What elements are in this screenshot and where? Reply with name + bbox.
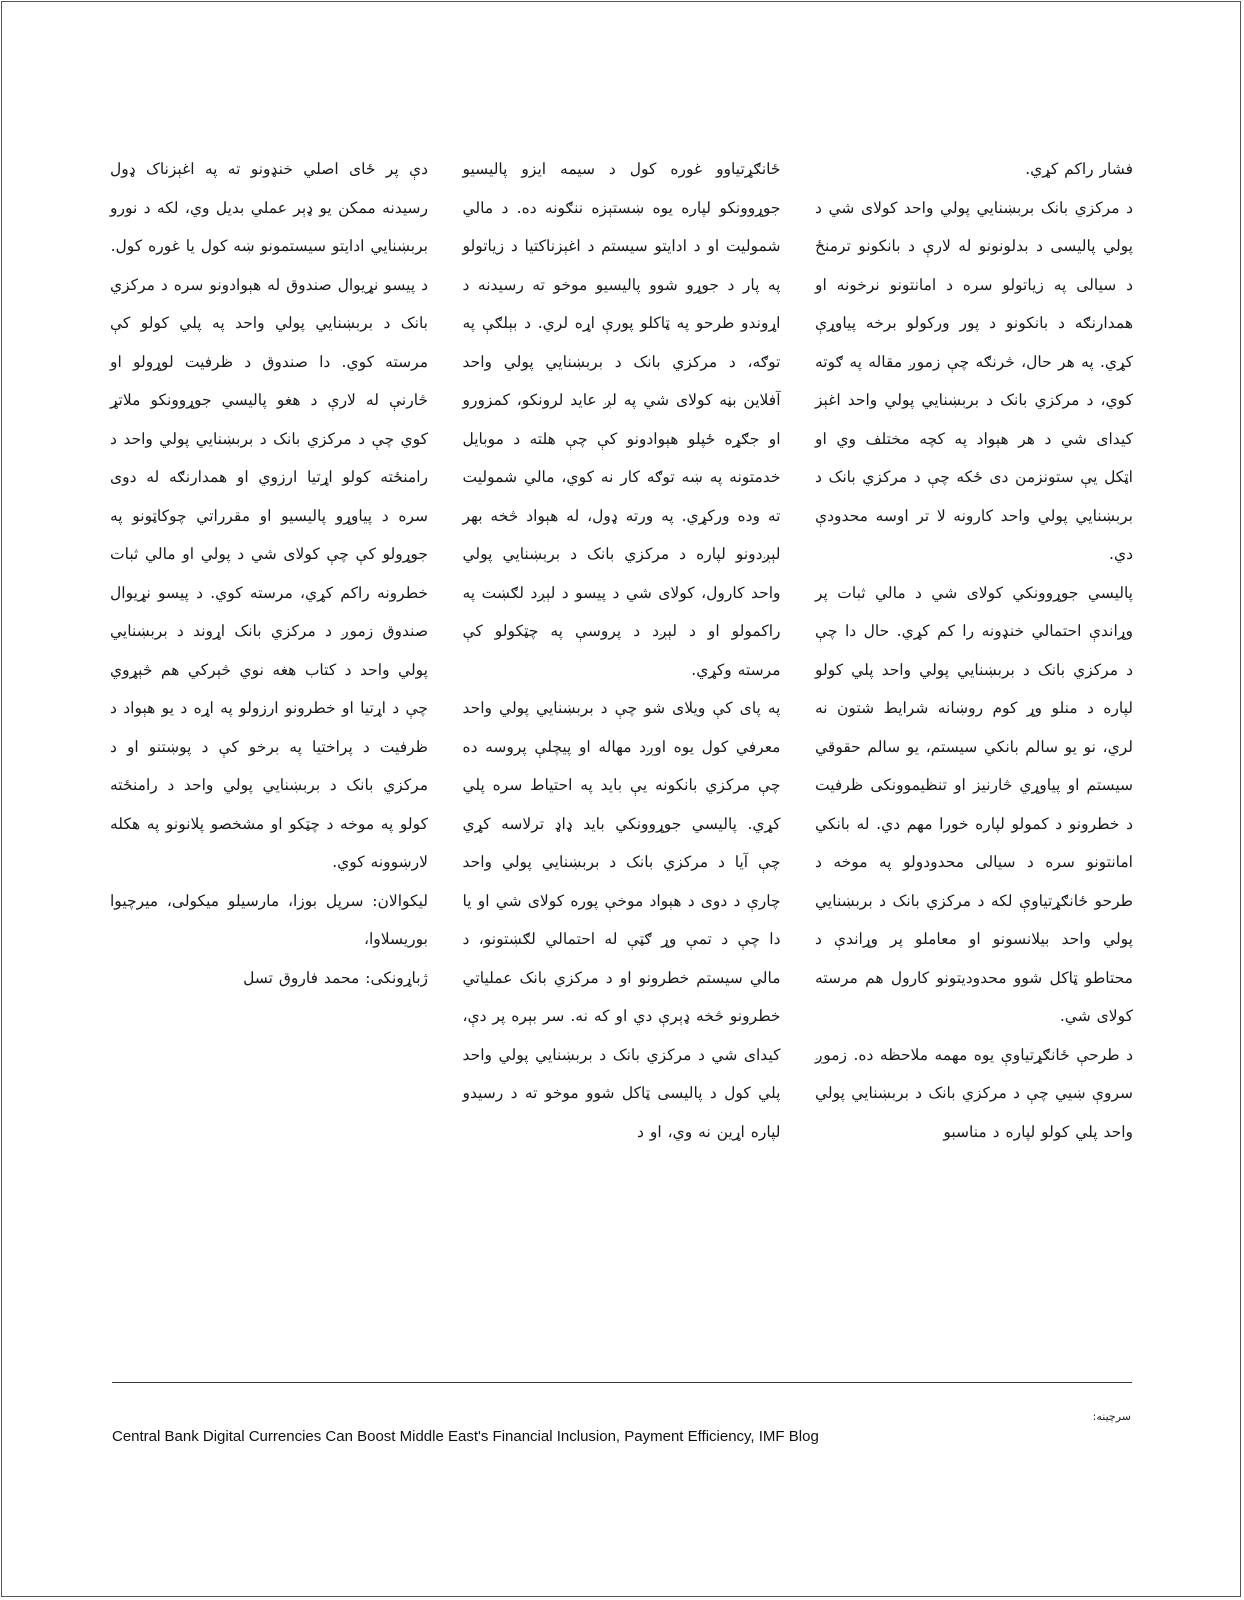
paragraph: د پیسو نړیوال صندوق له هېوادونو سره د مرکزي بانک د بربښنايي پولي واحد په پلي کولو کې مرسته کوي. دا صندوق د ظرفیت لوړولو او څارنې له لارې د هغو پالیسي جوړوونکو ملاتړ کوي چې د مرکزي بانک د بربښنايي پولي واحد د رامنځته کولو اړتیا ارزوي او همدارنګه له دوی سره د پیاوړو پالیسیو او مقرراتي چوکاټونو په جوړولو کې چې کولای شي د پولي او مالي ثبات خطرونه راکم کړي، مرسته کوي. د پیسو نړیوال صندوق زموږ د مرکزي بانک اړوند د بربښنايي پولي واحد د کتاب هغه نوي څېرکي هم څېړوي چې د اړتیا او خطرونو ارزولو په اړه د یو هېواد د ظرفیت د پراختیا په برخو کې د پوښتنو او د مرکزي بانک د بربښنايي پولي واحد د رامنځته کولو په موخه د چټکو او مشخصو پلانونو په هکله لارښوونه کوي. xyxy=(110,275,428,871)
column-right xyxy=(815,150,1133,1380)
paragraph: پالیسي جوړوونکي کولای شي د مالي ثبات پر وړاندې احتمالي خنډونه را کم کړي. حال دا چې د مرکزي بانک د بربښنايي پولي واحد پلي کولو لپاره د منلو وړ کوم روښانه شرایط شتون نه لري، نو یو سالم بانکي سیستم، یو سالم حقوقي سیستم او پیاوړي څارنیز او تنظیموونکی ظرفیت د خطرونو د کمولو لپاره خورا مهم دي. له بانکي امانتونو سره د سیالی محدودولو په موخه د طرحو ځانګړتیاوې لکه د مرکزي بانک د بربښنايي پولي واحد بیلانسونو او معاملو پر وړاندې د محتاطو ټاکل شوو محدودیتونو کارول هم مرسته کولای شي. xyxy=(815,583,1133,1025)
translator-line: ژباړونکی: محمد فاروق تسل xyxy=(243,968,428,987)
column-middle xyxy=(463,150,781,1380)
source-citation: Central Bank Digital Currencies Can Boost Middle East's Financial Inclusion, Payment Efficiency, IMF Blog xyxy=(112,1428,819,1445)
footer-divider xyxy=(112,1382,1132,1383)
paragraph: د طرحې ځانګړتیاوې یوه مهمه ملاحظه ده. زموږ سروې ښیي چې د مرکزي بانک د بربښنايي پولي واحد پلي کولو لپاره د مناسبو xyxy=(815,1045,1133,1141)
paragraph: د مرکزي بانک بربښنايي پولي واحد کولای شي د پولي پالیسی د بدلونونو له لارې د بانکونو ترمنځ د سیالی په زیاتولو سره د امانتونو نرخونه او همدارنګه د بانکونو د پور ورکولو برخه پیاوړې کړي. په هر حال، څرنګه چې زموږ مقاله په ګوته کوي، د مرکزي بانک د بربښنايي پولي واحد اغېز کیدای شي د هر هېواد په کچه مختلف وي او اټکل یې ستونزمن دی ځکه چې د مرکزي بانک د بربښنايي پولي واحد کارونه لا تر اوسه محدودې دي. xyxy=(815,198,1133,563)
paragraph: دې پر ځای اصلي خنډونو ته په اغېزناک ډول رسیدنه ممکن یو ډېر عملي بدیل وي، لکه د نورو بربښنايي ادایتو سیستمونو ښه کول یا غوره کول. xyxy=(110,160,428,255)
authors-line: لیکوالان: سرپل بوزا، مارسیلو میکولی، میرچیوا بوریسلاوا، xyxy=(110,891,428,948)
column-left xyxy=(110,150,428,1380)
article-columns xyxy=(110,150,1133,1380)
source-label: سرچینه: xyxy=(1092,1410,1131,1423)
paragraph: ځانګړتیاوو غوره کول د سیمه ایزو پالیسیو جوړوونکو لپاره یوه ښستېزه ننګونه ده. د مالي شمولیت او د ادایتو سیستم د اغېزناکتیا د زیاتولو په پار د جوړو شوو پالیسیو موخو ته رسیدنه د اړوندو طرحو په ټاکلو پورې اړه لري. د بېلګې په توګه، د مرکزي بانک د بربښنايي پولي واحد آفلاین بڼه کولای شي په لږ عاید لرونکو، کمزورو او جګړه ځپلو هېوادونو کې چې هلته د موبایل خدمتونه په ښه توګه کار نه کوي، مالي شمولیت ته وده ورکړي. په ورته ډول، له هېواد څخه بهر لېږدونو لپاره د مرکزي بانک د بربښنايي پولي واحد کارول، کولای شي د پیسو د لېږد لګښت په راکمولو او د لېږد د پروسې په چټکولو کې مرسته وکړي. xyxy=(462,160,781,679)
paragraph: په پای کې ویلای شو چې د بربښنايي پولي واحد معرفي کول یوه اوږد مهاله او پیچلې پروسه ده چې مرکزي بانکونه یې باید په احتیاط سره پلي کړي. پالیسي جوړوونکي باید ډاډ ترلاسه کړي چې آیا د مرکزي بانک د بربښنايي پولي واحد چارې د دوی د هېواد موخې پوره کولای شي او یا دا چې د تمې وړ ګټې له احتمالي لګښتونو، د مالي سیستم خطرونو او د مرکزي بانک عملیاتي خطرونو څخه ډېرې دي او که نه. سر بېره پر دې، کیدای شي د مرکزي بانک د بربښنايي پولي واحد پلي کول د پالیسی ټاکل شوو موخو ته د رسیدو لپاره اړین نه وي، او د xyxy=(462,699,781,1141)
paragraph: فشار راکم کړي. xyxy=(1025,160,1133,178)
